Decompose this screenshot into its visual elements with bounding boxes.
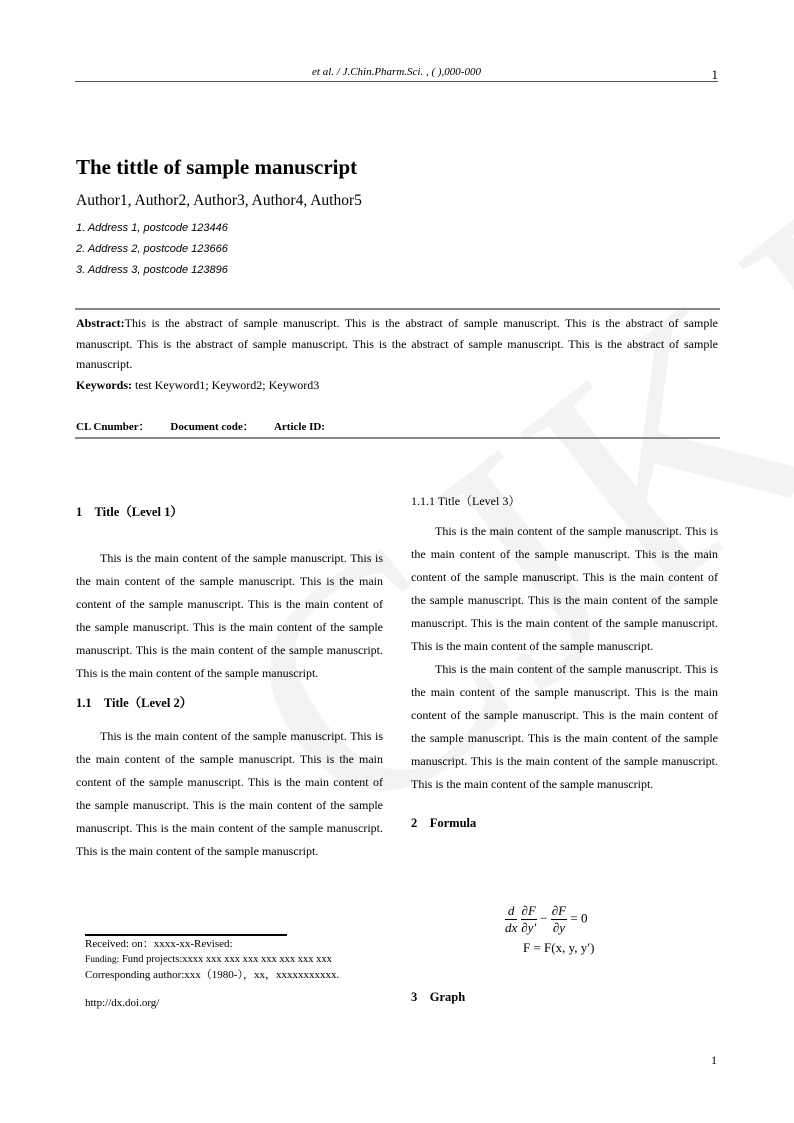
section-3-heading: 3 Graph bbox=[411, 990, 466, 1004]
address-1: 1. Address 1, postcode 123446 bbox=[76, 222, 228, 234]
section-1-heading: 1 Title（Level 1） bbox=[76, 505, 183, 519]
corresponding-author-line: Corresponding author:xxx（1980-），xx，xxxxxxxxxxx. bbox=[85, 969, 340, 981]
section-1-paragraph: This is the main content of the sample manuscript. This is the main content of the sample manuscript. This is the main content of the sample manuscript. This is the main content of the sample manuscript. This is the main content of the sample manuscript. This is the main content of the sample manuscript. This is the main content of the sample manuscript. bbox=[76, 551, 383, 680]
author-list: Author1, Author2, Author3, Author4, Author5 bbox=[76, 192, 362, 209]
abstract-top-rule bbox=[75, 308, 720, 310]
document-code-label: Document code： bbox=[170, 421, 254, 433]
footnote-rule bbox=[85, 934, 287, 936]
journal-citation: et al. / J.Chin.Pharm.Sci. , ( ),000-000 bbox=[312, 66, 481, 78]
funding-label: Funding: bbox=[85, 955, 120, 965]
left-column bbox=[76, 502, 383, 863]
footer-page-number: 1 bbox=[711, 1053, 717, 1067]
abstract-bottom-rule bbox=[75, 437, 720, 439]
section-1-1-paragraph: This is the main content of the sample manuscript. This is the main content of the sample manuscript. This is the main content of the sample manuscript. This is the main content of the sample manuscript. This is the main content of the sample manuscript. This is the main content of the sample manuscript. This is the main content of the sample manuscript. bbox=[76, 729, 383, 858]
funding-text: Fund projects:xxxx xxx xxx xxx xxx xxx xxx xxx bbox=[119, 954, 332, 965]
abstract-text: This is the abstract of sample manuscript. This is the abstract of sample manuscript. This is the abstract of sample manuscript. This is the abstract of sample manuscript. This is the abstract of sample manuscript. This is the abstract of sample manuscript. bbox=[76, 316, 718, 371]
section-1-1-1-paragraph-2: This is the main content of the sample manuscript. This is the main content of the sample manuscript. This is the main content of the sample manuscript. This is the main content of the sample manuscript. This is the main content of the sample manuscript. This is the main content of the sample manuscript. This is the main content of the sample manuscript. bbox=[411, 662, 718, 791]
abstract-block bbox=[76, 313, 718, 395]
received-line: Received: on：xxxx-xx-Revised: bbox=[85, 938, 233, 950]
article-id-label: Article ID: bbox=[273, 421, 325, 433]
footnotes bbox=[85, 937, 385, 1011]
running-head bbox=[75, 66, 718, 82]
cl-number-label: CL Cnumber： bbox=[76, 421, 150, 433]
doi-link[interactable]: http://dx.doi.org/ bbox=[85, 997, 160, 1009]
section-1-1-1-heading: 1.1.1 Title（Level 3） bbox=[411, 494, 521, 508]
keywords-text: test Keyword1; Keyword2; Keyword3 bbox=[132, 377, 320, 392]
function-definition: F = F(x, y, y′) bbox=[523, 940, 595, 955]
section-1-1-heading: 1.1 Title（Level 2） bbox=[76, 696, 193, 710]
funding-line bbox=[85, 952, 385, 968]
right-column bbox=[411, 492, 718, 831]
formula-block bbox=[505, 903, 594, 956]
classification-line bbox=[76, 418, 343, 434]
address-3: 3. Address 3, postcode 123896 bbox=[76, 264, 228, 276]
address-2: 2. Address 2, postcode 123666 bbox=[76, 243, 228, 255]
abstract-label: Abstract: bbox=[76, 316, 125, 330]
keywords-label: Keywords: bbox=[76, 377, 132, 392]
section-2-heading: 2 Formula bbox=[411, 816, 477, 830]
section-1-1-1-paragraph-1: This is the main content of the sample manuscript. This is the main content of the sample manuscript. This is the main content of the sample manuscript. This is the main content of the sample manuscript. This is the main content of the sample manuscript. This is the main content of the sample manuscript. This is the main content of the sample manuscript. bbox=[411, 524, 718, 653]
article-title: The tittle of sample manuscript bbox=[76, 155, 358, 179]
header-page-number: 1 bbox=[711, 67, 718, 82]
euler-lagrange-equation: $\frac{d}{dx}$ $\frac{\partial F}{\partial y'}$ − $\frac{\partial F}{\partial y}$ = 0 bbox=[505, 903, 588, 935]
